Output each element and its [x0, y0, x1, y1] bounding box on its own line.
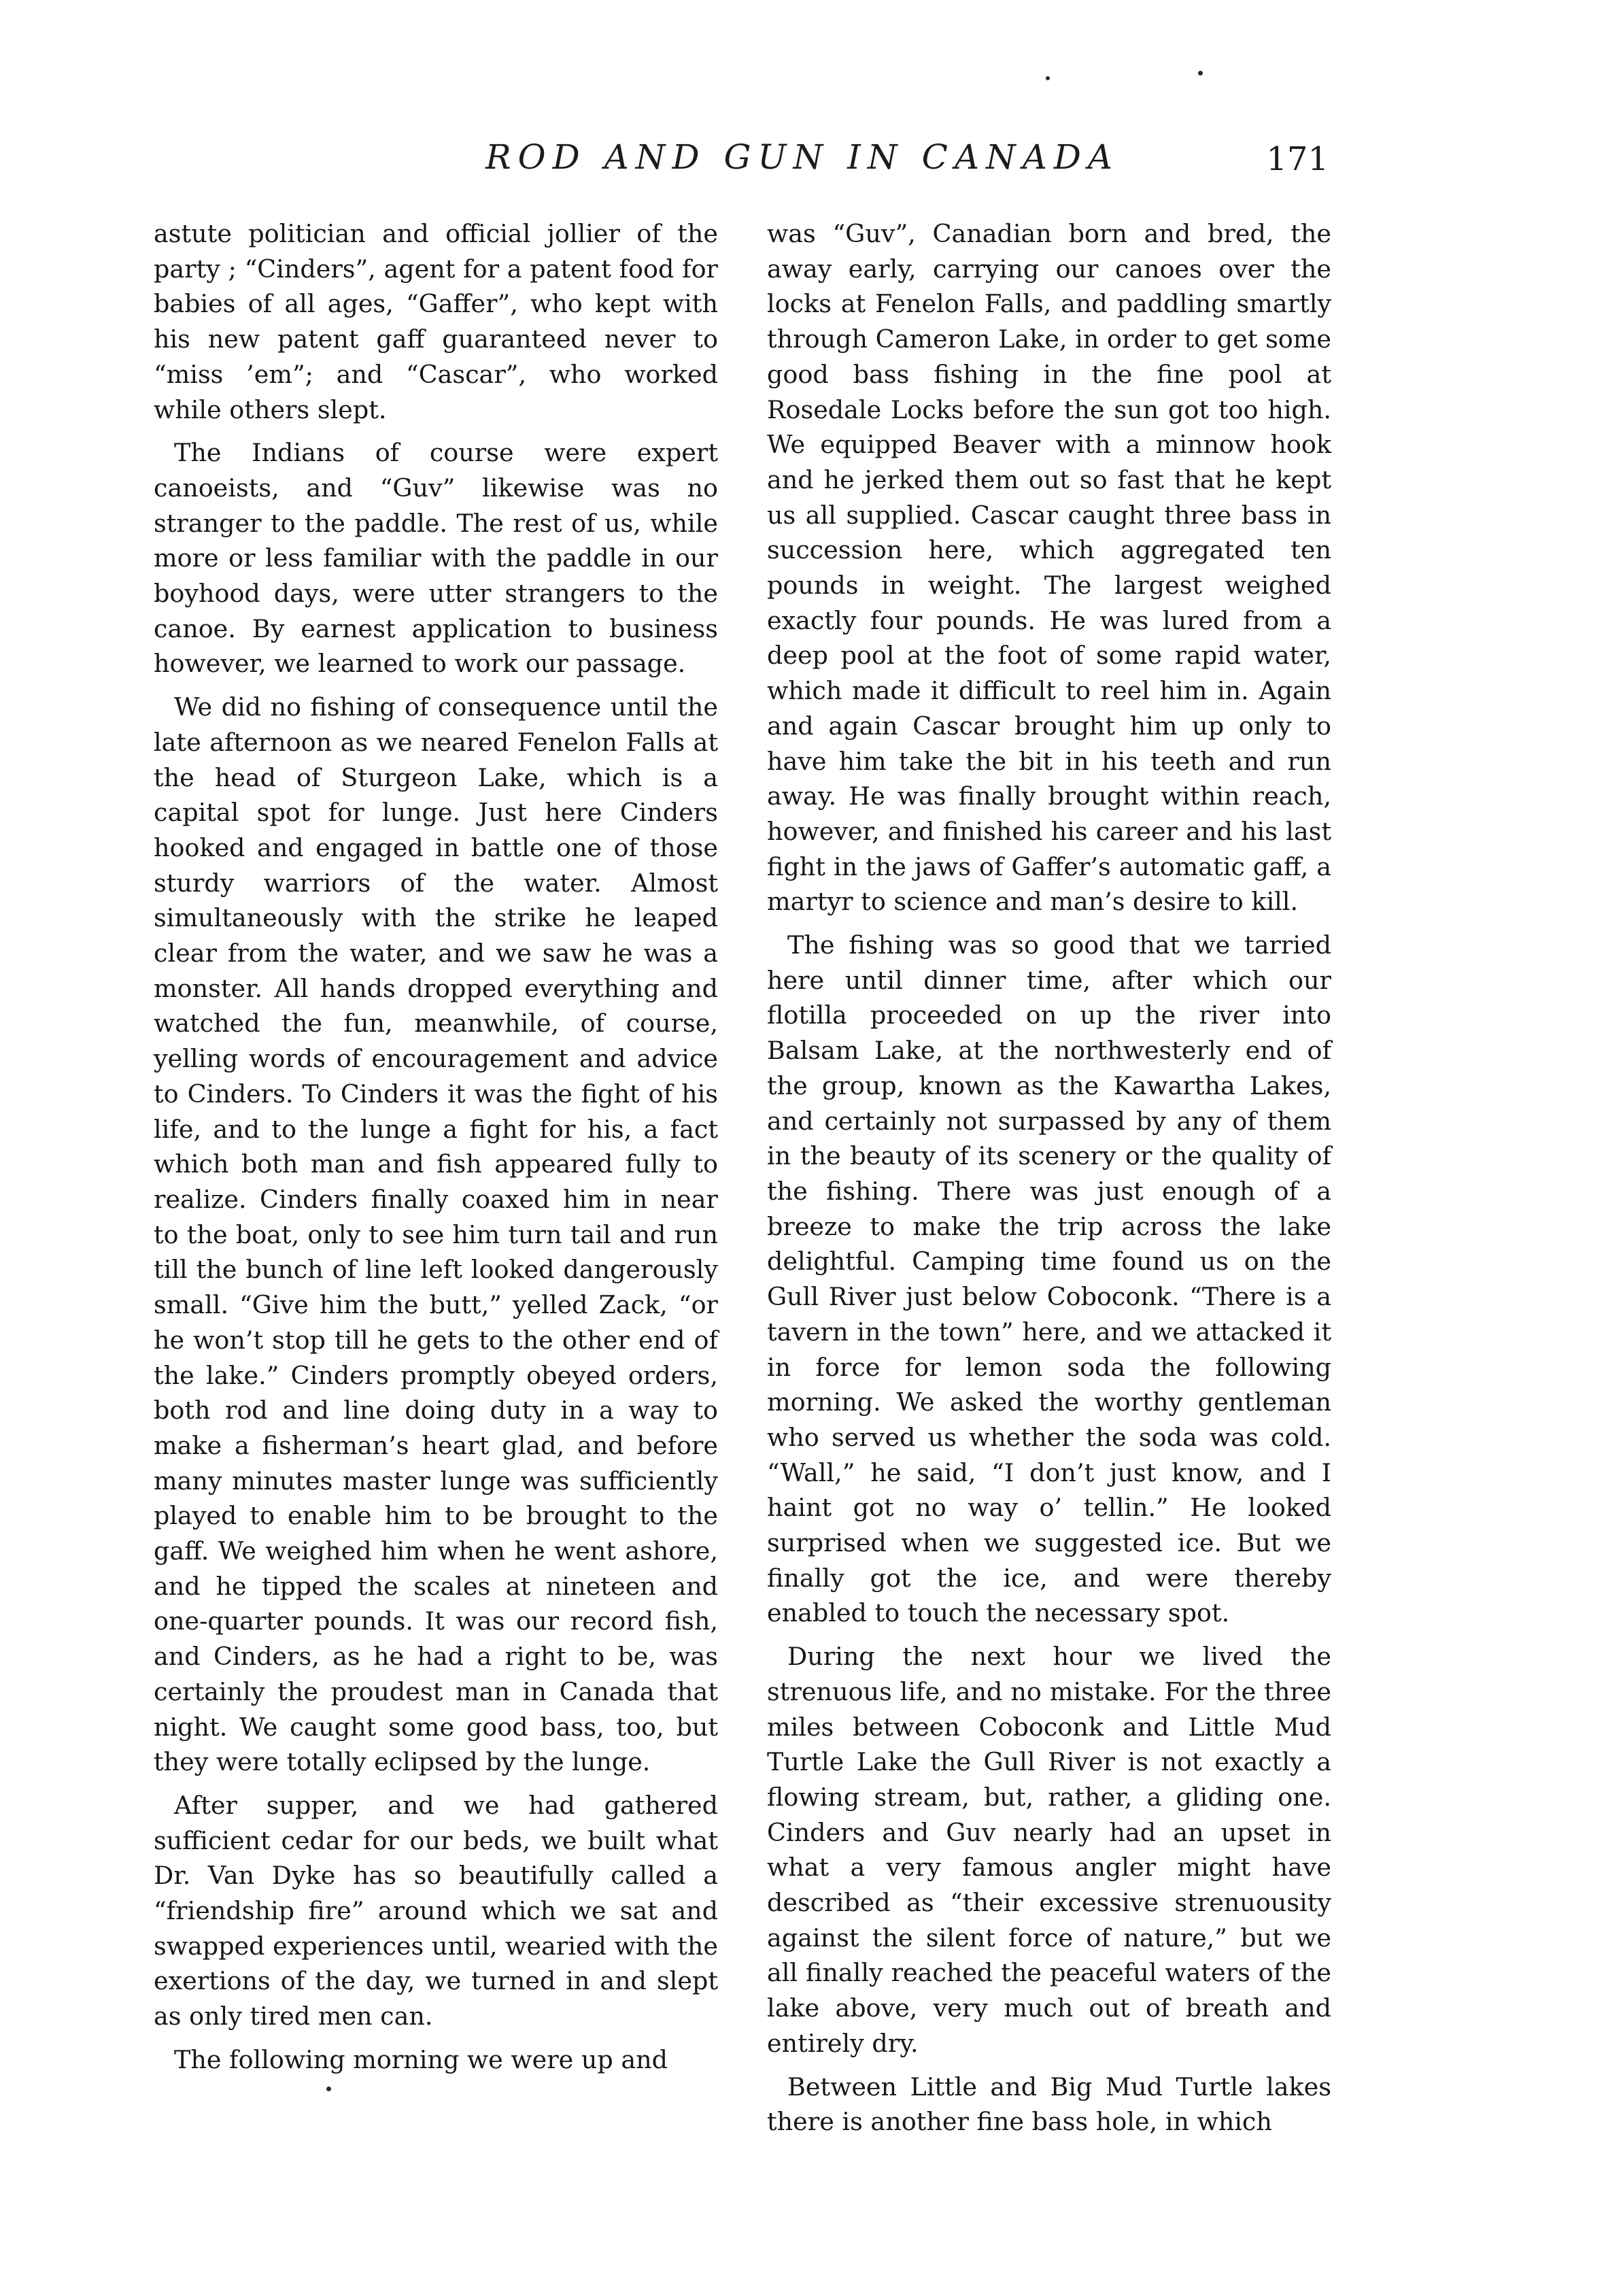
left-column: [154, 216, 718, 2086]
paragraph: After supper, and we had gathered sufficient cedar for our beds, we built what Dr. Van Dyke has so beautifully called a “friendship fire” around which we sat and swapped experiences until, wearied with the exertions of the day, we turned in and slept as only tired men can.: [154, 1790, 718, 2031]
print-speck: [1046, 76, 1050, 80]
page-number: 171: [1266, 140, 1329, 178]
paragraph: Between Little and Big Mud Turtle lakes there is another fine bass hole, in which: [767, 2072, 1331, 2137]
right-column: [767, 216, 1331, 2148]
running-title: ROD AND GUN IN CANADA: [485, 137, 1119, 177]
paragraph: The Indians of course were expert canoeists, and “Guv” likewise was no stranger to the paddle. The rest of us, while more or less familiar with the paddle in our boyhood days, were utter strangers to the canoe. By earnest application to business however, we learned to work our passage.: [154, 438, 718, 679]
paragraph: was “Guv”, Canadian born and bred, the away early, carrying our canoes over the locks at Fenelon Falls, and paddling smartly through Cameron Lake, in order to get some good bass fishing in the fine pool at Rosedale Locks before the sun got too high. We equipped Beaver with a minnow hook and he jerked them out so fast that he kept us all supplied. Cascar caught three bass in succession here, which aggregated ten pounds in weight. The largest weighed exactly four pounds. He was lured from a deep pool at the foot of some rapid water, which made it difficult to reel him in. Again and again Cascar brought him up only to have him take the bit in his teeth and run away. He was finally brought within reach, however, and finished his career and his last fight in the jaws of Gaffer’s automatic gaff, a martyr to science and man’s desire to kill.: [767, 219, 1331, 917]
paragraph: The fishing was so good that we tarried here until dinner time, after which our flotilla proceeded on up the river into Balsam Lake, at the northwesterly end of the group, known as the Kawartha Lakes, and certainly not surpassed by any of them in the beauty of its scenery or the quality of the fishing. There was just enough of a breeze to make the trip across the lake delightful. Camping time found us on the Gull River just below Coboconk. “There is a tavern in the town” here, and we attacked it in force for lemon soda the following morning. We asked the worthy gentleman who served us whether the soda was cold. “Wall,” he said, “I don’t just know, and I haint got no way o’ tellin.” He looked surprised when we suggested ice. But we finally got the ice, and were thereby enabled to touch the necessary spot.: [767, 930, 1331, 1628]
paragraph: The following morning we were up and: [174, 2044, 668, 2074]
page-header: [0, 129, 1606, 190]
print-speck: [1198, 71, 1203, 75]
paragraph: astute politician and official jollier of the party ; “Cinders”, agent for a patent food for babies of all ages, “Gaffer”, who kept with his new patent gaff guaranteed never to “miss ’em”; and “Cascar”, who worked while others slept.: [154, 219, 718, 424]
paragraph: We did no fishing of consequence until the late afternoon as we neared Fenelon Falls at the head of Sturgeon Lake, which is a capital spot for lunge. Just here Cinders hooked and engaged in battle one of those sturdy warriors of the water. Almost simultaneously with the strike he leaped clear from the water, and we saw he was a monster. All hands dropped everything and watched the fun, meanwhile, of course, yelling words of encouragement and advice to Cinders. To Cinders it was the fight of his life, and to the lunge a fight for his, a fact which both man and fish appeared fully to realize. Cinders finally coaxed him in near to the boat, only to see him turn tail and run till the bunch of line left looked dangerously small. “Give him the butt,” yelled Zack, “or he won’t stop till he gets to the other end of the lake.” Cinders promptly obeyed orders, both rod and line doing duty in a way to make a fisherman’s heart glad, and before many minutes master lunge was sufficiently played to enable him to be brought to the gaff. We weighed him when he went ashore, and he tipped the scales at nineteen and one-quarter pounds. It was our record fish, and Cinders, as he had a right to be, was certainly the proudest man in Canada that night. We caught some good bass, too, but they were totally eclipsed by the lunge.: [154, 692, 718, 1777]
print-speck: [326, 2087, 331, 2091]
paragraph: During the next hour we lived the strenuous life, and no mistake. For the three miles between Coboconk and Little Mud Turtle Lake the Gull River is not exactly a flowing stream, but, rather, a gliding one. Cinders and Guv nearly had an upset in what a very famous angler might have described as “their excessive strenuousity against the silent force of nature,” but we all finally reached the peaceful waters of the lake above, very much out of breath and entirely dry.: [767, 1642, 1331, 2058]
